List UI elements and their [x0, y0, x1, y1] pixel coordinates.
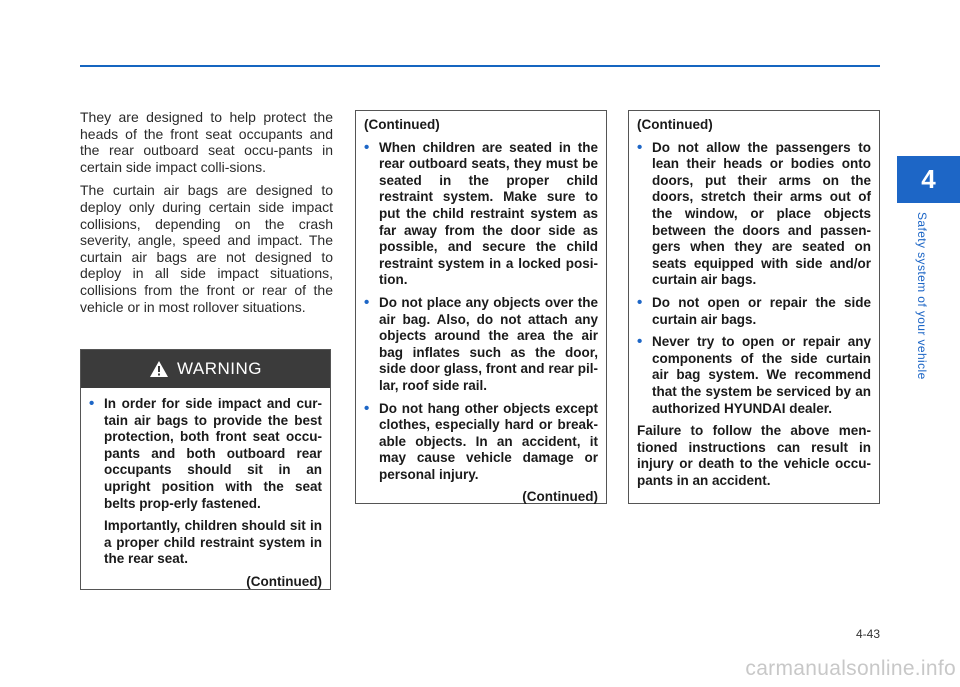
- page-number: 4-43: [855, 627, 880, 641]
- list-item-text: Do not allow the passengers to lean their heads or bodies onto doors, put their arms on the doors, stretch their arms out of the window, or place objects between the doors and passen-gers when they are seated on seats equipped with side and/or curtain air bags.: [652, 139, 871, 288]
- warning-sub-text: Importantly, children should sit in a proper child restraint system in the rear seat.: [104, 518, 322, 567]
- list-item: [637, 334, 871, 417]
- chapter-title: Safety system of your vehicle: [915, 212, 929, 380]
- bullet-icon: •: [364, 399, 370, 417]
- chapter-number-tab: 4: [897, 156, 960, 203]
- warning-box: [80, 349, 331, 590]
- list-item-text: When children are seated in the rear outboard seats, they must be seated in the proper child restraint system. Make sure to put the child restraint system as far away from the door side as possible, and secure the child restraint system in a locked posi-tion.: [379, 139, 598, 288]
- bullet-icon: •: [637, 138, 643, 156]
- box-body: [356, 111, 606, 506]
- continued-label: (Continued): [246, 573, 322, 589]
- list-item-text: Do not hang other objects except clothes, especially hard or break-able objects. In an accident, it may cause vehicle damage or personal injury.: [379, 400, 598, 482]
- bullet-icon: •: [637, 293, 643, 311]
- warning-label: WARNING: [176, 359, 263, 378]
- box-body: [629, 111, 879, 489]
- failure-notice: Failure to follow the above men-tioned instructions can result in injury or death to the vehicle occu-pants in an accident.: [637, 423, 871, 488]
- bullet-icon: •: [89, 395, 95, 412]
- list-item: [364, 295, 598, 395]
- list-item: [637, 140, 871, 289]
- list-item-text: Do not place any objects over the air bag. Also, do not attach any objects around the area the air bag inflates such as the door, side door glass, front and rear pil-lar, roof side rail.: [379, 294, 598, 393]
- warning-header: [81, 350, 330, 388]
- list-item-text: In order for side impact and cur-tain air bags to provide the best protection, both front seat occu-pants and both outboard rear occupants should sit in an upright position with the seat belts prop-erly fastened.: [104, 396, 322, 511]
- intro-paragraph: The curtain air bags are designed to deploy only during certain side impact collisions, depending on the crash severity, angle, speed and impact. The curtain air bags are not designed to deploy in all side impact situations, collisions from the front or rear of the vehicle or in most rollover situations.: [80, 182, 333, 315]
- continued-box-1: [355, 110, 607, 504]
- list-item: [364, 401, 598, 484]
- bullet-icon: •: [364, 293, 370, 311]
- continued-heading: (Continued): [637, 117, 713, 132]
- continued-heading: (Continued): [364, 117, 440, 132]
- list-item-text: Never try to open or repair any components of the side curtain air bag system. We recommend that the system be serviced by an authorized HYUNDAI dealer.: [652, 334, 871, 416]
- bullet-icon: •: [637, 333, 643, 351]
- continued-label: (Continued): [522, 489, 598, 505]
- intro-paragraph: They are designed to help protect the heads of the front seat occupants and the rear outboard seat occu-pants in certain side impact colli-sions.: [80, 109, 333, 175]
- continued-box-2: [628, 110, 880, 504]
- list-item: [364, 140, 598, 289]
- warning-body: [81, 388, 330, 591]
- list-item-text: Do not open or repair the side curtain air bags.: [652, 294, 871, 327]
- list-item: [637, 295, 871, 328]
- warning-triangle-icon: [149, 360, 169, 378]
- header-rule: [80, 65, 880, 67]
- bullet-icon: •: [364, 138, 370, 156]
- intro-text: [80, 109, 333, 322]
- list-item: [89, 396, 322, 512]
- watermark: carmanualsonline.info: [745, 657, 956, 680]
